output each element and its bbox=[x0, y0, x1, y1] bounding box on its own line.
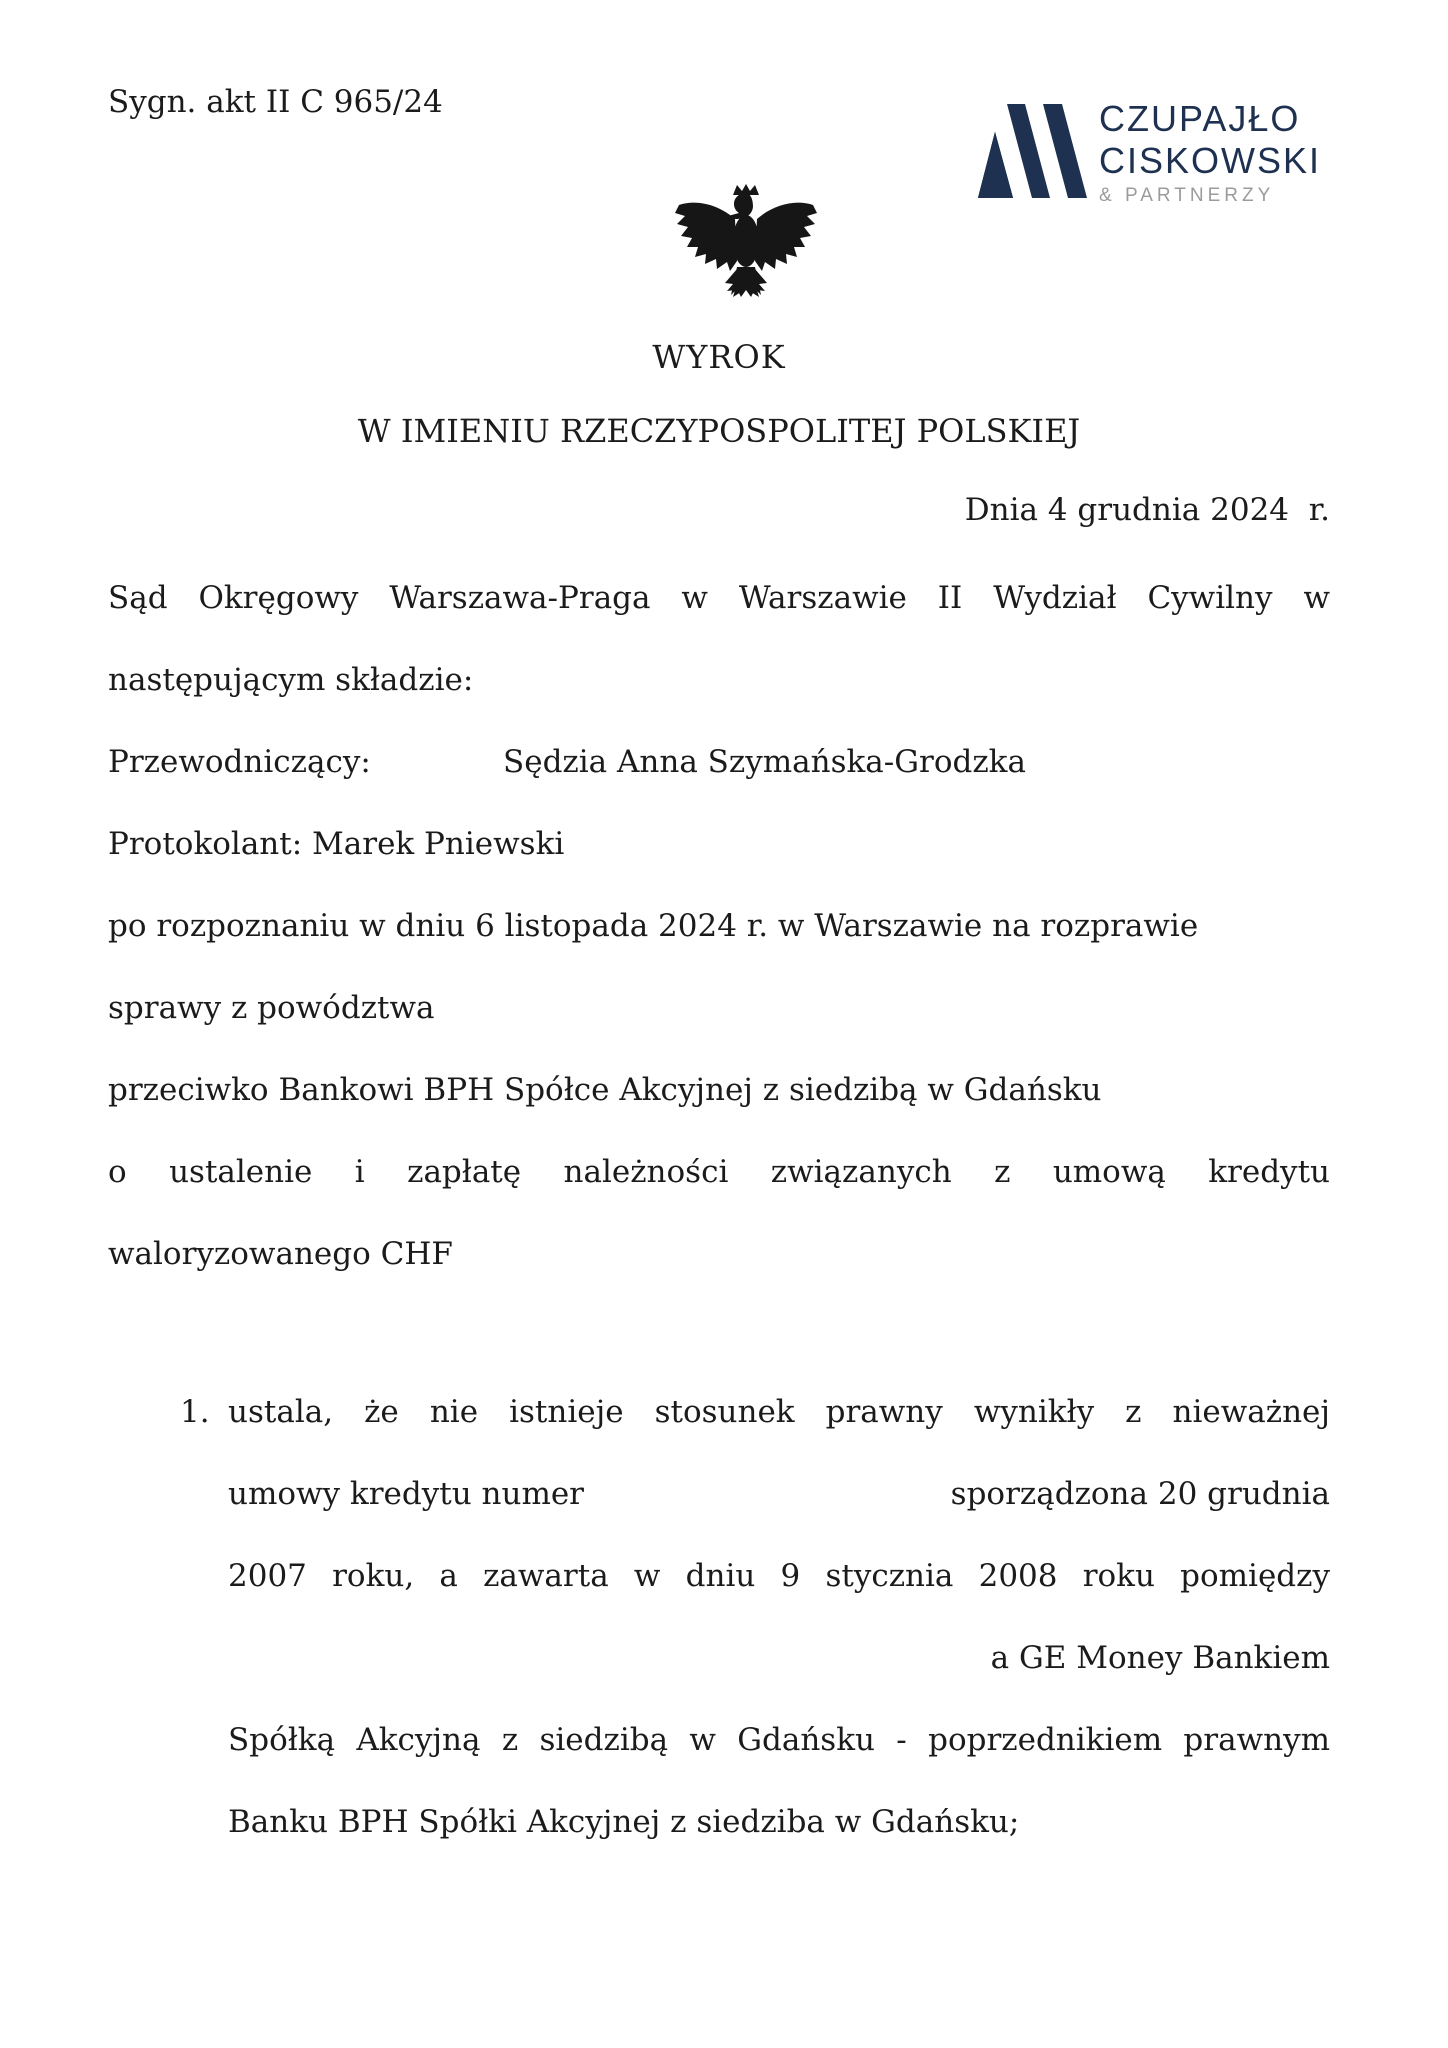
case-subject-line-1: o ustalenie i zapłatę należności związanych z umową kredytu bbox=[108, 1154, 1330, 1190]
paragraph-spacer bbox=[108, 1314, 1330, 1390]
claim-line: sprawy z powództwa bbox=[108, 990, 435, 1026]
court-name-line: Sąd Okręgowy Warszawa-Praga w Warszawie II Wydział Cywilny w bbox=[108, 580, 1330, 616]
logo-name-line1: CZUPAJŁO bbox=[1099, 98, 1301, 139]
judgment-subtitle: W IMIENIU RZECZYPOSPOLITEJ POLSKIEJ bbox=[357, 412, 1081, 450]
judgment-date-line: Dnia 4 grudnia 2024 r. bbox=[964, 492, 1330, 528]
ruling-line-5: Spółką Akcyjną z siedzibą w Gdańsku - poprzednikiem prawnym bbox=[228, 1722, 1330, 1758]
court-composition-line: następującym składzie: bbox=[108, 662, 474, 698]
presiding-judge-line bbox=[108, 740, 1330, 822]
logo-partners-line: & PARTNERZY bbox=[1099, 185, 1275, 206]
ruling-item-1-number: 1. bbox=[180, 1394, 210, 1430]
law-firm-logo-icon bbox=[978, 104, 1087, 198]
ruling-line-3: 2007 roku, a zawarta w dniu 9 stycznia 2008 roku pomiędzy bbox=[228, 1558, 1330, 1594]
judgment-title: WYROK bbox=[652, 338, 786, 376]
law-firm-logo bbox=[978, 98, 1321, 207]
ruling-item-1 bbox=[108, 1390, 1330, 1882]
judgment-body bbox=[108, 576, 1330, 1882]
polish-eagle-emblem bbox=[671, 182, 821, 316]
presiding-judge-label: Przewodniczący: bbox=[108, 744, 371, 780]
ruling-line-6: Banku BPH Spółki Akcyjnej z siedziba w Gdańsku; bbox=[228, 1804, 1020, 1840]
case-number: Sygn. akt II C 965/24 bbox=[108, 84, 443, 120]
ruling-line-2-left: umowy kredytu numer bbox=[228, 1476, 585, 1512]
defendant-line: przeciwko Bankowi BPH Spółce Akcyjnej z siedzibą w Gdańsku bbox=[108, 1072, 1102, 1108]
law-firm-logo-text bbox=[1099, 98, 1321, 207]
ruling-line-1: ustala, że nie istnieje stosunek prawny wynikły z nieważnej bbox=[228, 1394, 1330, 1430]
hearing-date-line: po rozpoznaniu w dniu 6 listopada 2024 r. w Warszawie na rozprawie bbox=[108, 908, 1199, 944]
presiding-judge-name: Sędzia Anna Szymańska-Grodzka bbox=[503, 744, 1026, 780]
logo-name-line2: CISKOWSKI bbox=[1099, 140, 1322, 181]
ruling-line-2 bbox=[228, 1472, 1330, 1554]
court-clerk-line: Protokolant: Marek Pniewski bbox=[108, 826, 565, 862]
ruling-line-4: a GE Money Bankiem bbox=[990, 1640, 1330, 1676]
ruling-line-2-right: sporządzona 20 grudnia bbox=[950, 1476, 1330, 1512]
case-subject-line-2: waloryzowanego CHF bbox=[108, 1236, 453, 1272]
